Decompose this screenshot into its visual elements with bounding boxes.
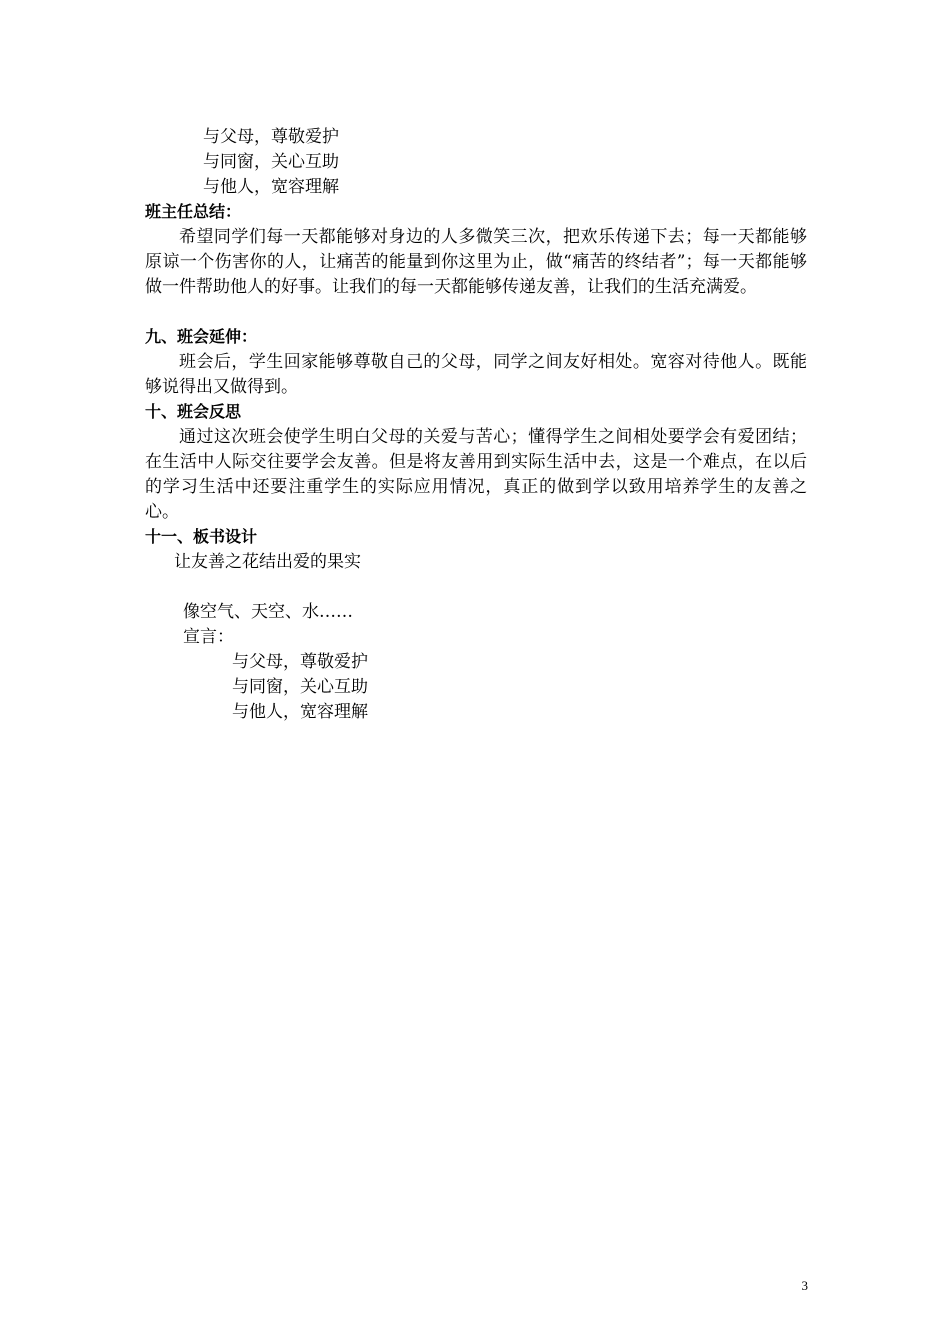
board-list-item: 与同窗，关心互助 bbox=[232, 677, 368, 697]
board-list-item: 与父母，尊敬爱护 bbox=[232, 652, 368, 672]
board-list-item: 与他人，宽容理解 bbox=[232, 702, 368, 722]
top-list-item: 与他人，宽容理解 bbox=[203, 177, 339, 197]
board-line: 像空气、天空、水…… bbox=[183, 602, 353, 622]
top-list-item: 与父母，尊敬爱护 bbox=[203, 127, 339, 147]
summary-paragraph: 希望同学们每一天都能够对身边的人多微笑三次，把欢乐传递下去；每一天都能够原谅一个伤害你的人，让痛苦的能量到你这里为止，做“痛苦的终结者”；每一天都能够做一件帮助他人的好事。让我们的每一天都能够传递友善，让我们的生活充满爱。 bbox=[145, 227, 807, 297]
board-title: 让友善之花结出爱的果实 bbox=[174, 552, 361, 572]
board-design-heading: 十一、板书设计 bbox=[145, 527, 258, 546]
extension-heading: 九、班会延伸： bbox=[145, 327, 258, 346]
top-list-item: 与同窗，关心互助 bbox=[203, 152, 339, 172]
reflection-paragraph: 通过这次班会使学生明白父母的关爱与苦心；懂得学生之间相处要学会有爱团结；在生活中人际交往要学会友善。但是将友善用到实际生活中去，这是一个难点，在以后的学习生活中还要注重学生的实际应用情况，真正的做到学以致用培养学生的友善之心。 bbox=[145, 427, 807, 522]
page-number: 3 bbox=[801, 1278, 808, 1293]
summary-heading: 班主任总结： bbox=[145, 202, 242, 221]
board-line: 宣言： bbox=[183, 627, 234, 647]
reflection-heading: 十、班会反思 bbox=[145, 402, 242, 421]
extension-paragraph: 班会后，学生回家能够尊敬自己的父母，同学之间友好相处。宽容对待他人。既能够说得出又做得到。 bbox=[145, 352, 807, 397]
